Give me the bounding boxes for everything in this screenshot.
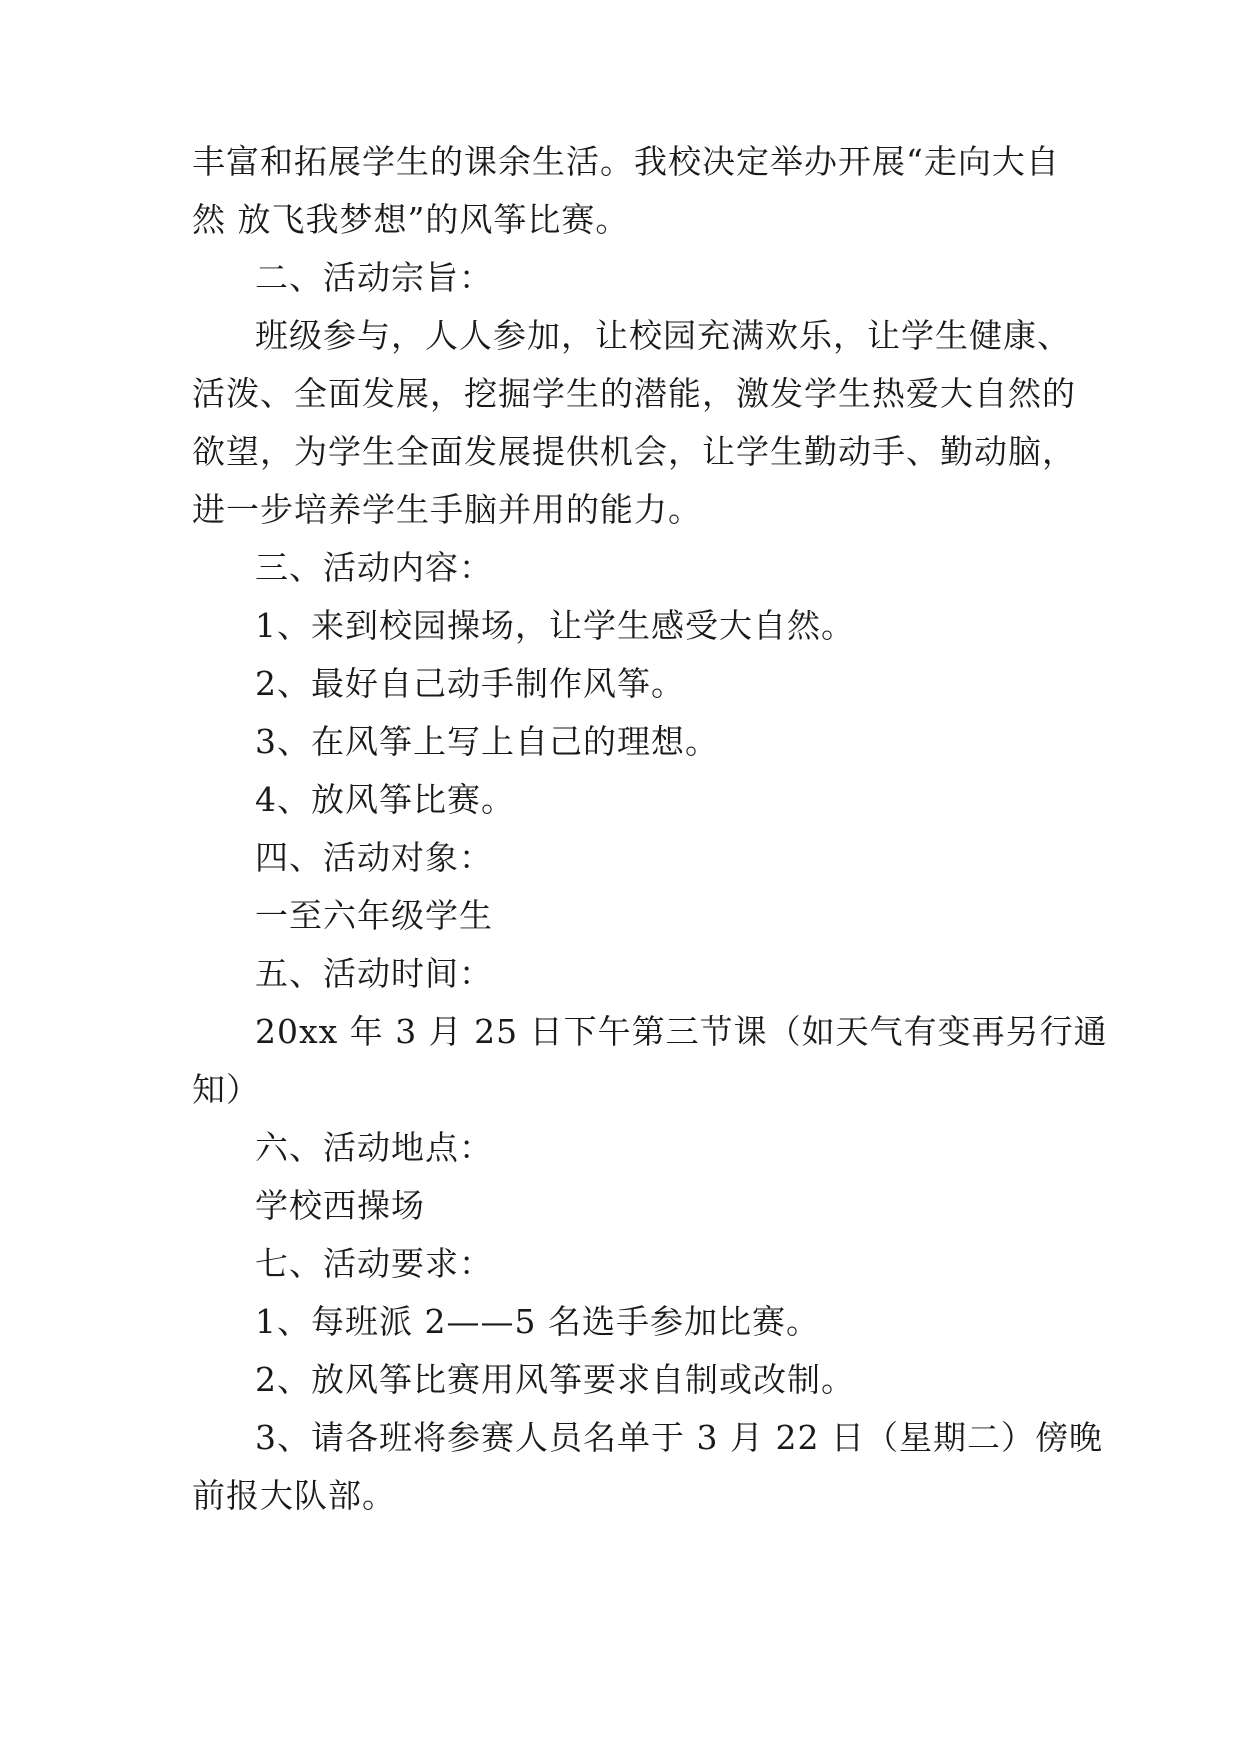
body-text-line: 学校西操场 <box>255 1186 425 1225</box>
body-text-line: 班级参与，人人参加，让校园充满欢乐，让学生健康、 <box>255 316 1071 355</box>
body-text-line: 丰富和拓展学生的课余生活。我校决定举办开展“走向大自 <box>192 142 1060 181</box>
body-text-line: 欲望，为学生全面发展提供机会，让学生勤动手、勤动脑， <box>192 432 1076 471</box>
body-text-line: 然 放飞我梦想”的风筝比赛。 <box>192 200 630 239</box>
list-item: 3、请各班将参赛人员名单于 3 月 22 日（星期二）傍晚 <box>255 1418 1103 1457</box>
body-text-line: 知） <box>192 1070 260 1109</box>
list-item: 2、放风筝比赛用风筝要求自制或改制。 <box>255 1360 855 1399</box>
section-heading-purpose: 二、活动宗旨： <box>255 258 493 297</box>
section-heading-content: 三、活动内容： <box>255 548 493 587</box>
list-item: 4、放风筝比赛。 <box>255 780 515 819</box>
body-text-line: 活泼、全面发展，挖掘学生的潜能，激发学生热爱大自然的 <box>192 374 1076 413</box>
section-heading-time: 五、活动时间： <box>255 954 493 993</box>
body-text-line: 20xx 年 3 月 25 日下午第三节课（如天气有变再另行通 <box>255 1012 1108 1051</box>
section-heading-target: 四、活动对象： <box>255 838 493 877</box>
section-heading-requirements: 七、活动要求： <box>255 1244 493 1283</box>
list-item: 2、最好自己动手制作风筝。 <box>255 664 685 703</box>
list-item: 1、来到校园操场，让学生感受大自然。 <box>255 606 855 645</box>
body-text-line: 一至六年级学生 <box>255 896 493 935</box>
body-text-line: 前报大队部。 <box>192 1476 396 1515</box>
body-text-line: 进一步培养学生手脑并用的能力。 <box>192 490 702 529</box>
list-item: 3、在风筝上写上自己的理想。 <box>255 722 719 761</box>
list-item: 1、每班派 2——5 名选手参加比赛。 <box>255 1302 820 1341</box>
section-heading-location: 六、活动地点： <box>255 1128 493 1167</box>
